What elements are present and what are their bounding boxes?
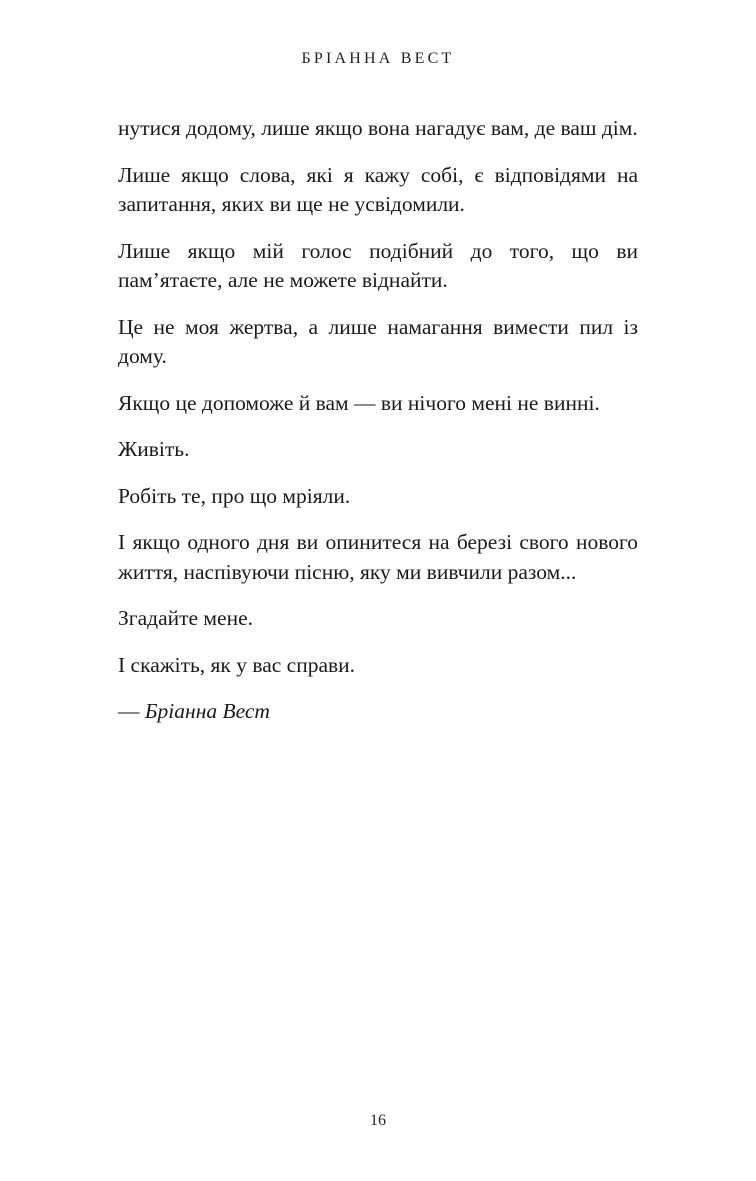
paragraph: Лише якщо слова, які я кажу собі, є відповідями на запитання, яких ви ще не усвідомили. (118, 162, 638, 216)
running-head: БРІАННА ВЕСТ (301, 50, 455, 67)
paragraph: Це не моя жертва, а лише намагання вимести пил із дому. (118, 314, 638, 368)
paragraph: Згадайте мене. (118, 606, 254, 630)
signature (118, 697, 638, 727)
signature-dash: — (118, 699, 140, 723)
body-text (118, 114, 638, 744)
paragraph: нутися додому, лише якщо вона нагадує вам, де ваш дім. (118, 116, 638, 140)
paragraph: Лише якщо мій голос подібний до того, що ви пам’ятаєте, але не можете віднайти. (118, 238, 638, 292)
paragraph: Живіть. (118, 437, 190, 461)
signature-name: Бріанна Вест (144, 699, 270, 723)
paragraph: Якщо це допоможе й вам — ви нічого мені не винні. (118, 390, 600, 415)
paragraph: Робіть те, про що мріяли. (118, 483, 351, 508)
page-number: 16 (370, 1112, 386, 1129)
paragraph: І якщо одного дня ви опинитеся на березі свого нового життя, наспівуючи пісню, яку ми вивчили разом... (118, 530, 638, 584)
paragraph: І скажіть, як у вас справи. (118, 652, 356, 677)
